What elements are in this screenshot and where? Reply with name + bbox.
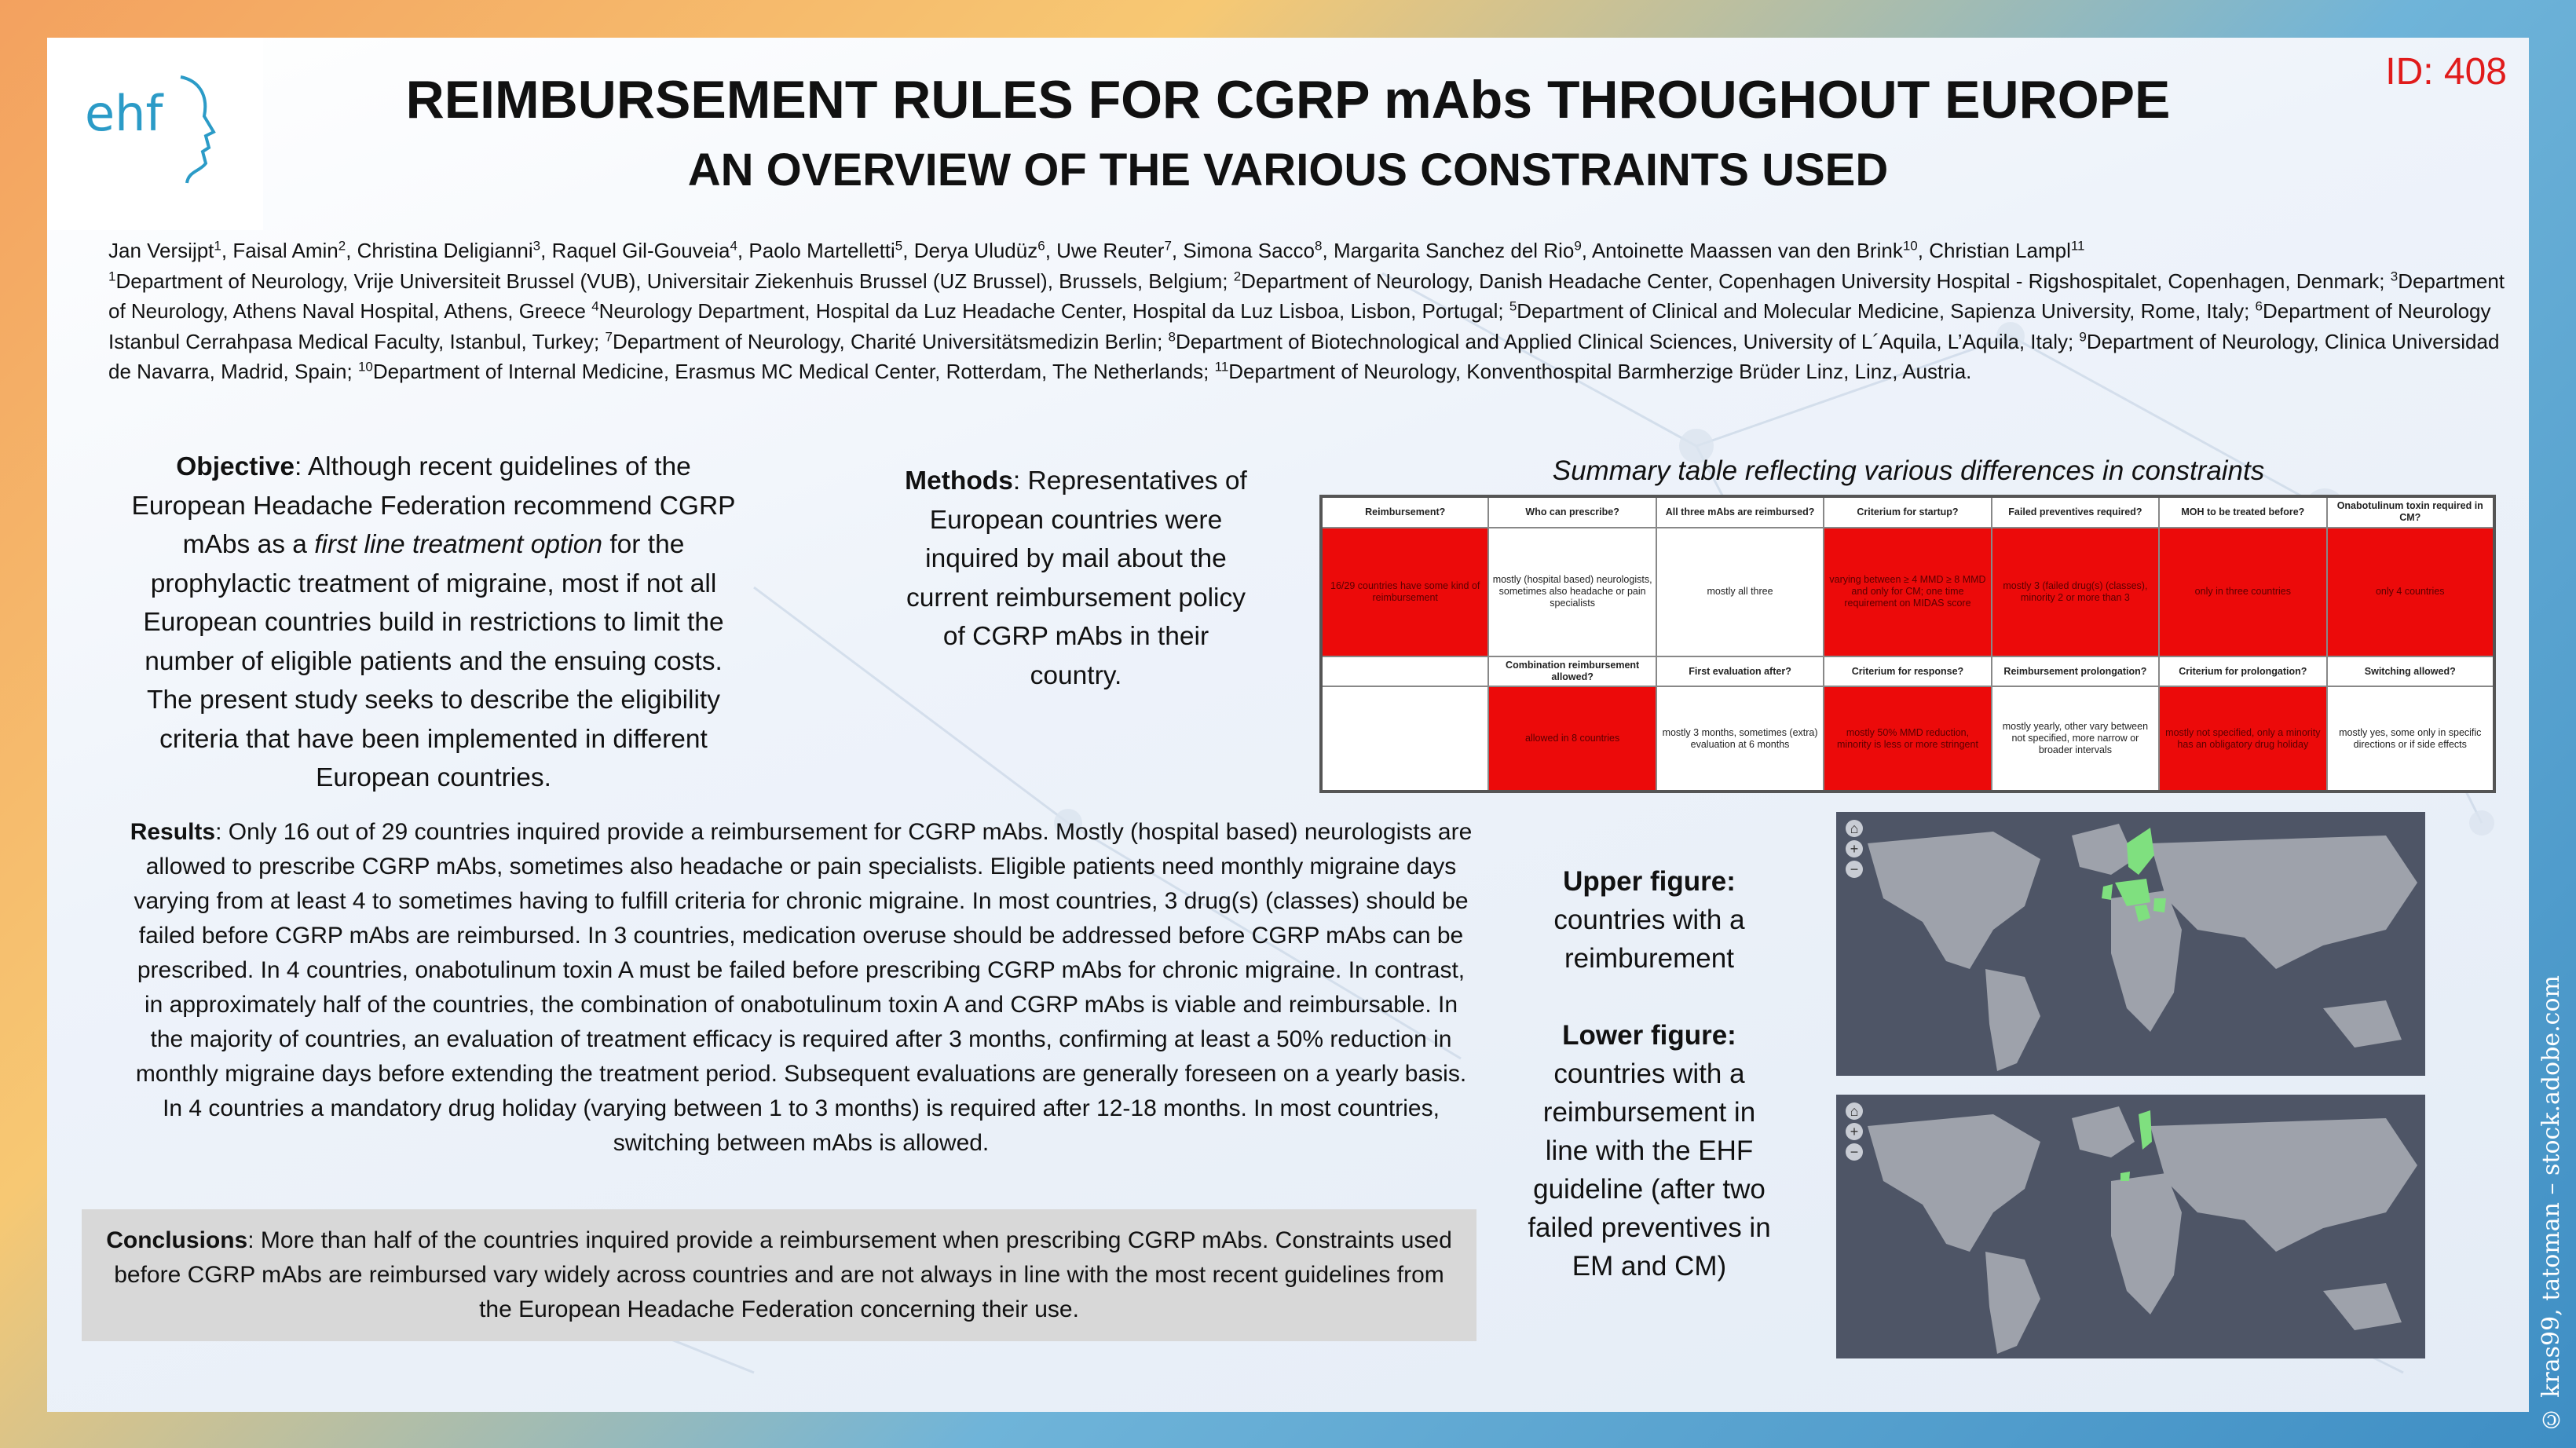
table-caption: Summary table reflecting various differences in constraints <box>1552 455 2265 486</box>
author-affiliation-number: 11 <box>2070 238 2085 254</box>
author-affiliation-number: 6 <box>1037 238 1045 254</box>
table-value-cell: mostly all three <box>1656 528 1824 656</box>
table-value-cell: varying between ≥ 4 MMD ≥ 8 MMD and only for CM; one time requirement on MIDAS score <box>1824 528 1991 656</box>
author-name: Christian Lampl <box>1929 239 2071 262</box>
upper-figure-text: countries with a reimburement <box>1553 905 1745 974</box>
methods-text: : Representatives of European countries were inquired by mail about the current reimbursement policy of CGRP mAbs in their country. <box>906 466 1247 690</box>
table-value-cell: mostly 50% MMD reduction, minority is less or more stringent <box>1824 686 1991 792</box>
image-credit: © kras99, tatoman – stock.adobe.com <box>2538 974 2565 1432</box>
affiliation-text: Department of Biotechnological and Applied Clinical Sciences, University of L´Aquila, L’Aquila, Italy; <box>1176 329 2080 353</box>
table-header-cell: Criterium for prolongation? <box>2159 656 2326 687</box>
table-header-cell: Who can prescribe? <box>1488 496 1656 528</box>
map-lower[interactable] <box>1836 1095 2425 1358</box>
affiliation-number: 9 <box>2079 328 2087 344</box>
affiliation-text: Department of Neurology, Charité Universitätsmedizin Berlin; <box>612 329 1169 353</box>
author-affiliation-number: 2 <box>338 238 346 254</box>
author-name: Faisal Amin <box>232 239 338 262</box>
author-affiliation-number: 1 <box>214 238 221 254</box>
affiliation-text: Department of Neurology, Danish Headache Center, Copenhagen University Hospital - Rigshospitalet, Copenhagen, Denmark; <box>1241 269 2391 293</box>
author-affiliation-number: 3 <box>532 238 541 254</box>
world-map-upper <box>1836 812 2425 1076</box>
zoom-home-icon[interactable]: ⌂ <box>1846 1102 1863 1120</box>
zoom-in-button[interactable]: + <box>1846 1123 1863 1140</box>
affiliation-number: 1 <box>108 268 116 283</box>
table-header-cell: All three mAbs are reimbursed? <box>1656 496 1824 528</box>
conclusions-box <box>82 1209 1476 1341</box>
table-header-cell: Reimbursement prolongation? <box>1992 656 2159 687</box>
author-name: Simona Sacco <box>1183 239 1315 262</box>
affiliation-number: 11 <box>1214 359 1229 375</box>
author-affiliation-number: 7 <box>1164 238 1172 254</box>
table-value-cell: only 4 countries <box>2327 528 2494 656</box>
author-affiliation-number: 9 <box>1574 238 1582 254</box>
affiliation-text: Department of Neurology Istanbul Cerrahpasa Medical Faculty, Istanbul, Turkey; <box>108 299 2491 353</box>
author-list: Jan Versijpt$^1$, Faisal Amin$^2$, Christina Deligianni$^3$, Raquel Gil-Gouveia$^4$, Paolo Martelletti$^5$, Derya Uludüz$^6$, Uwe Reuter$^7$, Simona Sacco$^8$, Margarita Sanchez del Rio$^9$, Antoinette Maassen van den Brink$^{10}$, Christian Lampl$^{11}$ <box>108 238 2085 262</box>
objective-text-1: : Although recent guidelines of the European Headache Federation recommend CGRP mAbs as a <box>131 452 736 559</box>
poster-title: REIMBURSEMENT RULES FOR CGRP mAbs THROUGHOUT EUROPE <box>405 70 2171 130</box>
affiliation-text: Department of Neurology, Clinica Universidad de Navarra, Madrid, Spain; <box>108 329 2500 383</box>
table-header-cell: Onabotulinum toxin required in CM? <box>2327 496 2494 528</box>
affiliation-text: Department of Neurology, Athens Naval Hospital, Athens, Greece <box>108 269 2505 323</box>
results-label: Results <box>130 819 216 845</box>
map-upper[interactable] <box>1836 812 2425 1076</box>
affiliation-list <box>108 266 2512 387</box>
poster <box>47 38 2529 1412</box>
table-value-row-2 <box>1321 686 2494 792</box>
table-value-cell: mostly yearly, other vary between not specified, more narrow or broader intervals <box>1992 686 2159 792</box>
affiliation-number: 8 <box>1168 328 1176 344</box>
methods-section <box>895 462 1257 695</box>
table-value-cell: mostly not specified, only a minority has an obligatory drug holiday <box>2159 686 2326 792</box>
table-value-row-1 <box>1321 528 2494 656</box>
table-header-cell: Switching allowed? <box>2327 656 2494 687</box>
author-name: Raquel Gil-Gouveia <box>551 239 730 262</box>
table-header-cell <box>1321 656 1488 687</box>
objective-text-2: for the prophylactic treatment of migraine, most if not all European countries build in restrictions to limit the number of eligible patients and the ensuing costs. The present study seeks to describe the eligibility criteria that have been implemented in different European countries. <box>143 530 724 792</box>
table-header-cell: Reimbursement? <box>1321 496 1488 528</box>
table-header-cell: Combination reimbursement allowed? <box>1488 656 1656 687</box>
affiliation-number: 6 <box>2255 298 2263 314</box>
objective-emphasis: first line treatment option <box>314 530 603 559</box>
author-affiliation-number: 4 <box>730 238 737 254</box>
poster-id: ID: 408 <box>2385 51 2507 93</box>
lower-figure-label: Lower figure: <box>1562 1020 1736 1051</box>
affiliation-number: 4 <box>591 298 599 314</box>
author-name: Paolo Martelletti <box>748 239 895 262</box>
affiliation-number: 3 <box>2390 268 2399 283</box>
world-map-lower <box>1836 1095 2425 1358</box>
lower-figure-text: countries with a reimbursement in line with the EHF guideline (after two failed preventives in EM and CM) <box>1528 1059 1771 1282</box>
author-affiliation-number: 10 <box>1902 238 1918 254</box>
zoom-out-button[interactable]: − <box>1846 1143 1863 1161</box>
lower-figure-caption <box>1528 1016 1771 1285</box>
table-header-row-1 <box>1321 496 2494 528</box>
table-header-cell: Criterium for response? <box>1824 656 1991 687</box>
table-value-cell: mostly 3 (failed drug(s) (classes), minority 2 or more than 3 <box>1992 528 2159 656</box>
author-name: Uwe Reuter <box>1056 239 1165 262</box>
conclusions-text: : More than half of the countries inquired provide a reimbursement when prescribing CGRP mAbs. Constraints used before CGRP mAbs are reimbursed vary widely across countries and are not always in line with the most recent guidelines from the European Headache Federation concerning their use. <box>114 1227 1452 1322</box>
affiliation-number: 2 <box>1233 268 1242 283</box>
table-header-cell: Criterium for startup? <box>1824 496 1991 528</box>
table-header-cell: First evaluation after? <box>1656 656 1824 687</box>
table-value-cell: allowed in 8 countries <box>1488 686 1656 792</box>
upper-figure-label: Upper figure: <box>1563 866 1736 897</box>
results-section <box>126 815 1476 1161</box>
table-value-cell: mostly yes, some only in specific directions or if side effects <box>2327 686 2494 792</box>
table-value-cell: mostly (hospital based) neurologists, sometimes also headache or pain specialists <box>1488 528 1656 656</box>
summary-table <box>1319 495 2496 793</box>
author-affiliation-number: 8 <box>1315 238 1323 254</box>
affiliation-text: Department of Internal Medicine, Erasmus MC Medical Center, Rotterdam, The Netherlands; <box>372 360 1215 383</box>
author-name: Margarita Sanchez del Rio <box>1333 239 1575 262</box>
conclusions-section <box>105 1223 1453 1327</box>
affiliation-text: Department of Neurology, Vrije Universiteit Brussel (VUB), Universitair Ziekenhuis Brussel (UZ Brussel), Brussels, Belgium; <box>115 269 1234 293</box>
zoom-in-button[interactable]: + <box>1846 840 1863 857</box>
objective-label: Objective <box>176 452 295 481</box>
table-header-cell: Failed preventives required? <box>1992 496 2159 528</box>
author-affiliation-number: 5 <box>895 238 903 254</box>
objective-section <box>119 448 748 798</box>
author-name: Jan Versijpt <box>108 239 214 262</box>
results-text: : Only 16 out of 29 countries inquired provide a reimbursement for CGRP mAbs. Mostly (hospital based) neurologists are allowed to prescribe CGRP mAbs, sometimes also headache or pain specialists. Eligible patients need monthly migraine days varying from at least 4 to sometimes having to fulfill criteria for chronic migraine. In most countries, 3 drug(s) (classes) should be failed before CGRP mAbs are reimbursed. In 3 countries, medication overuse should be addressed before CGRP mAbs can be prescribed. In 4 countries, onabotulinum toxin A must be failed before prescribing CGRP mAbs for chronic migraine. In contrast, in approximately half of the countries, the combination of onabotulinum toxin A and CGRP mAbs is viable and reimbursable. In the majority of countries, an evaluation of treatment efficacy is required after 3 months, confirming at least a 50% reduction in monthly migraine days before extending the treatment period. Subsequent evaluations are generally foreseen on a yearly basis. In 4 countries a mandatory drug holiday (varying between 1 to 3 months) is required after 12-18 months. In most countries, switching between mAbs is allowed. <box>134 819 1473 1156</box>
author-name: Christina Deligianni <box>357 239 533 262</box>
affiliation-text: Department of Clinical and Molecular Medicine, Sapienza University, Rome, Italy; <box>1517 299 2256 323</box>
affiliation-number: 10 <box>357 359 373 375</box>
affiliation-number: 7 <box>605 328 613 344</box>
upper-figure-caption <box>1528 862 1771 978</box>
affiliation-text: Department of Neurology, Konventhospital Barmherzige Brüder Linz, Linz, Austria. <box>1228 360 1972 383</box>
poster-subtitle: AN OVERVIEW OF THE VARIOUS CONSTRAINTS USED <box>687 144 1889 196</box>
table-header-cell: MOH to be treated before? <box>2159 496 2326 528</box>
table-value-cell <box>1321 686 1488 792</box>
table-value-cell: only in three countries <box>2159 528 2326 656</box>
authors-affiliations <box>108 236 2512 387</box>
table-value-cell: 16/29 countries have some kind of reimbursement <box>1321 528 1488 656</box>
logo-text: ehf <box>85 85 163 142</box>
table-value-cell: mostly 3 months, sometimes (extra) evaluation at 6 months <box>1656 686 1824 792</box>
zoom-out-button[interactable]: − <box>1846 861 1863 878</box>
affiliation-number: 5 <box>1509 298 1517 314</box>
zoom-home-icon[interactable]: ⌂ <box>1846 820 1863 837</box>
methods-label: Methods <box>905 466 1013 495</box>
table-header-row-2 <box>1321 656 2494 687</box>
affiliation-text: Neurology Department, Hospital da Luz Headache Center, Hospital da Luz Lisboa, Lisbon, Portugal; <box>598 299 1509 323</box>
author-name: Derya Uludüz <box>913 239 1038 262</box>
author-name: Antoinette Maassen van den Brink <box>1591 239 1903 262</box>
conclusions-label: Conclusions <box>106 1227 248 1253</box>
ehf-logo <box>47 38 263 230</box>
